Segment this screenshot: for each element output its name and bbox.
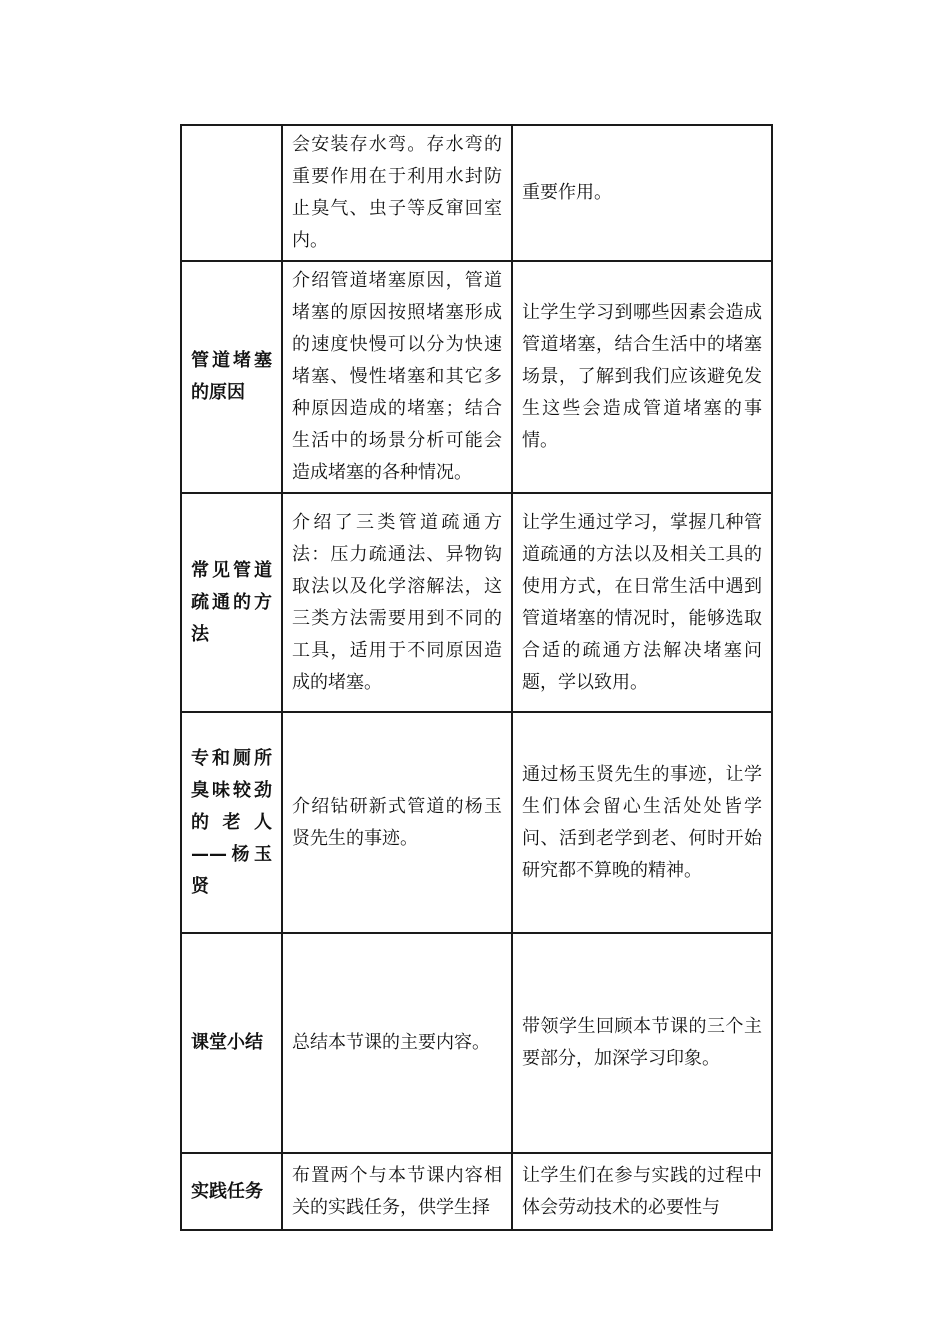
topic-cell: 课堂小结 (181, 933, 282, 1153)
purpose-cell: 让学生们在参与实践的过程中体会劳动技术的必要性与 (512, 1153, 772, 1230)
lesson-plan-table (180, 124, 773, 1231)
table-row (181, 125, 772, 261)
topic-cell: 实践任务 (181, 1153, 282, 1230)
purpose-cell: 重要作用。 (512, 125, 772, 261)
topic-cell: 管道堵塞的原因 (181, 261, 282, 493)
table-row (181, 1153, 772, 1230)
table-row (181, 261, 772, 493)
purpose-cell: 通过杨玉贤先生的事迹，让学生们体会留心生活处处皆学问、活到老学到老、何时开始研究都不算晚的精神。 (512, 712, 772, 933)
content-cell: 会安装存水弯。存水弯的重要作用在于利用水封防止臭气、虫子等反窜回室内。 (282, 125, 512, 261)
topic-cell: 专和厕所臭味较劲的老人——杨玉贤 (181, 712, 282, 933)
purpose-cell: 让学生学习到哪些因素会造成管道堵塞，结合生活中的堵塞场景，了解到我们应该避免发生这些会造成管道堵塞的事情。 (512, 261, 772, 493)
content-cell: 介绍了三类管道疏通方法：压力疏通法、异物钩取法以及化学溶解法，这三类方法需要用到不同的工具，适用于不同原因造成的堵塞。 (282, 493, 512, 712)
topic-cell (181, 125, 282, 261)
table-row (181, 493, 772, 712)
purpose-cell: 让学生通过学习，掌握几种管道疏通的方法以及相关工具的使用方式，在日常生活中遇到管道堵塞的情况时，能够选取合适的疏通方法解决堵塞问题，学以致用。 (512, 493, 772, 712)
content-cell: 介绍钻研新式管道的杨玉贤先生的事迹。 (282, 712, 512, 933)
content-cell: 总结本节课的主要内容。 (282, 933, 512, 1153)
topic-cell: 常见管道疏通的方法 (181, 493, 282, 712)
content-cell: 介绍管道堵塞原因，管道堵塞的原因按照堵塞形成的速度快慢可以分为快速堵塞、慢性堵塞和其它多种原因造成的堵塞；结合生活中的场景分析可能会造成堵塞的各种情况。 (282, 261, 512, 493)
purpose-cell: 带领学生回顾本节课的三个主要部分，加深学习印象。 (512, 933, 772, 1153)
content-cell: 布置两个与本节课内容相关的实践任务，供学生择 (282, 1153, 512, 1230)
table-row (181, 933, 772, 1153)
table-row (181, 712, 772, 933)
